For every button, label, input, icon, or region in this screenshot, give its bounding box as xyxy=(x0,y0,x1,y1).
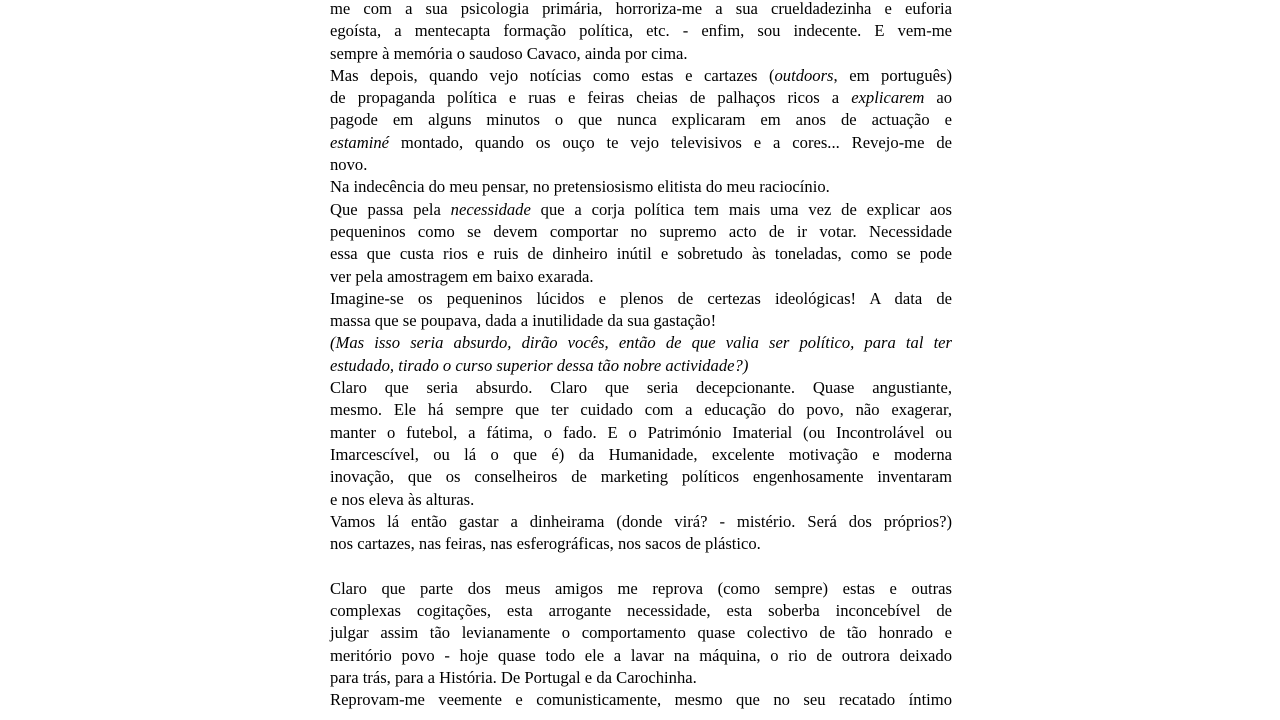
text-run: Vamos lá então gastar a dinheirama (donde virá? - mistério. Será dos próprios?) xyxy=(330,511,952,531)
italic-text-run: explicarem xyxy=(851,88,925,108)
text-line xyxy=(330,20,952,42)
text-line xyxy=(330,65,952,87)
text-run: montado, quando os ouço te vejo televisivos e a cores... Revejo-me de xyxy=(389,132,952,152)
text-run: manter o futebol, a fátima, o fado. E o Património Imaterial (ou Incontrolável ou xyxy=(330,422,952,442)
italic-text-run: estaminé xyxy=(330,132,389,152)
paragraph xyxy=(330,0,952,65)
paragraph xyxy=(330,332,952,377)
text-line xyxy=(330,43,952,65)
text-line xyxy=(330,0,952,20)
text-line xyxy=(330,444,952,466)
text-line xyxy=(330,87,952,109)
text-line xyxy=(330,109,952,131)
blank-line-spacer xyxy=(330,555,952,577)
text-run: Claro que seria absurdo. Claro que seria decepcionante. Quase angustiante, xyxy=(330,378,952,398)
italic-text-run: necessidade xyxy=(450,199,531,219)
text-line xyxy=(330,154,952,176)
text-run: , em português) xyxy=(833,65,952,85)
text-run: inovação, que os conselheiros de marketing políticos engenhosamente inventaram xyxy=(330,467,952,487)
italic-text-run: (Mas isso seria absurdo, dirão vocês, então de que valia ser político, para tal ter xyxy=(330,333,952,353)
text-line xyxy=(330,622,952,644)
text-line xyxy=(330,645,952,667)
text-line xyxy=(330,310,952,332)
text-line xyxy=(330,511,952,533)
text-line xyxy=(330,355,952,377)
text-line xyxy=(330,466,952,488)
text-line xyxy=(330,399,952,421)
text-run: complexas cogitações, esta arrogante necessidade, esta soberba inconcebível de xyxy=(330,601,952,621)
paragraph xyxy=(330,176,952,198)
text-run: para trás, para a História. De Portugal e da Carochinha. xyxy=(330,667,697,687)
text-line xyxy=(330,667,952,689)
text-line xyxy=(330,600,952,622)
text-line xyxy=(330,422,952,444)
text-run: Imagine-se os pequeninos lúcidos e plenos de certezas ideológicas! A data de xyxy=(330,288,952,308)
paragraph xyxy=(330,511,952,556)
text-run: mesmo. Ele há sempre que ter cuidado com a educação do povo, não exagerar, xyxy=(330,400,952,420)
text-run: Na indecência do meu pensar, no pretensiosismo elitista do meu raciocínio. xyxy=(330,177,830,197)
text-run: egoísta, a mentecapta formação política, etc. - enfim, sou indecente. E vem-me xyxy=(330,21,952,41)
text-run: massa que se poupava, dada a inutilidade da sua gastação! xyxy=(330,311,717,331)
text-run: Claro que parte dos meus amigos me reprova (como sempre) estas e outras xyxy=(330,578,952,598)
text-line xyxy=(330,266,952,288)
text-line xyxy=(330,332,952,354)
text-line xyxy=(330,176,952,198)
text-run: e nos eleva às alturas. xyxy=(330,489,475,509)
document-page[interactable] xyxy=(330,0,952,712)
text-line xyxy=(330,489,952,511)
text-line xyxy=(330,243,952,265)
text-run: me com a sua psicologia primária, horroriza-me a sua crueldadezinha e euforia xyxy=(330,0,952,18)
text-line xyxy=(330,578,952,600)
text-run: pequeninos como se devem comportar no supremo acto de ir votar. Necessidade xyxy=(330,221,952,241)
text-run: nos cartazes, nas feiras, nas esferográficas, nos sacos de plástico. xyxy=(330,534,761,554)
text-run: novo. xyxy=(330,155,368,175)
text-line xyxy=(330,377,952,399)
paragraph xyxy=(330,689,952,711)
italic-text-run: estudado, tirado o curso superior dessa tão nobre actividade?) xyxy=(330,355,749,375)
text-run: sempre à memória o saudoso Cavaco, ainda por cima. xyxy=(330,43,688,63)
text-line xyxy=(330,288,952,310)
text-line xyxy=(330,689,952,711)
text-run: Que passa pela xyxy=(330,199,451,219)
text-run: que a corja política tem mais uma vez de explicar aos xyxy=(530,199,953,219)
text-line xyxy=(330,132,952,154)
paragraph xyxy=(330,199,952,288)
text-line xyxy=(330,533,952,555)
text-run: julgar assim tão levianamente o comportamento quase colectivo de tão honrado e xyxy=(330,623,952,643)
paragraph xyxy=(330,288,952,333)
paragraph xyxy=(330,65,952,176)
text-run: Mas depois, quando vejo notícias como estas e cartazes ( xyxy=(330,65,775,85)
text-run: meritório povo - hoje quase todo ele a lavar na máquina, o rio de outrora deixado xyxy=(330,645,952,665)
text-run: de propaganda política e ruas e feiras cheias de palhaços ricos a xyxy=(330,88,852,108)
text-run: Imarcescível, ou lá o que é) da Humanidade, excelente motivação e moderna xyxy=(330,444,952,464)
italic-text-run: outdoors xyxy=(774,65,834,85)
text-run: Reprovam-me veemente e comunisticamente, mesmo que no seu recatado íntimo xyxy=(330,690,952,710)
text-run: pagode em alguns minutos o que nunca explicaram em anos de actuação e xyxy=(330,110,952,130)
text-run: ver pela amostragem em baixo exarada. xyxy=(330,266,594,286)
paragraph xyxy=(330,578,952,689)
text-run: essa que custa rios e ruis de dinheiro inútil e sobretudo às toneladas, como se pode xyxy=(330,244,952,264)
text-run: ao xyxy=(924,88,953,108)
text-line xyxy=(330,221,952,243)
paragraph xyxy=(330,377,952,511)
text-line xyxy=(330,199,952,221)
